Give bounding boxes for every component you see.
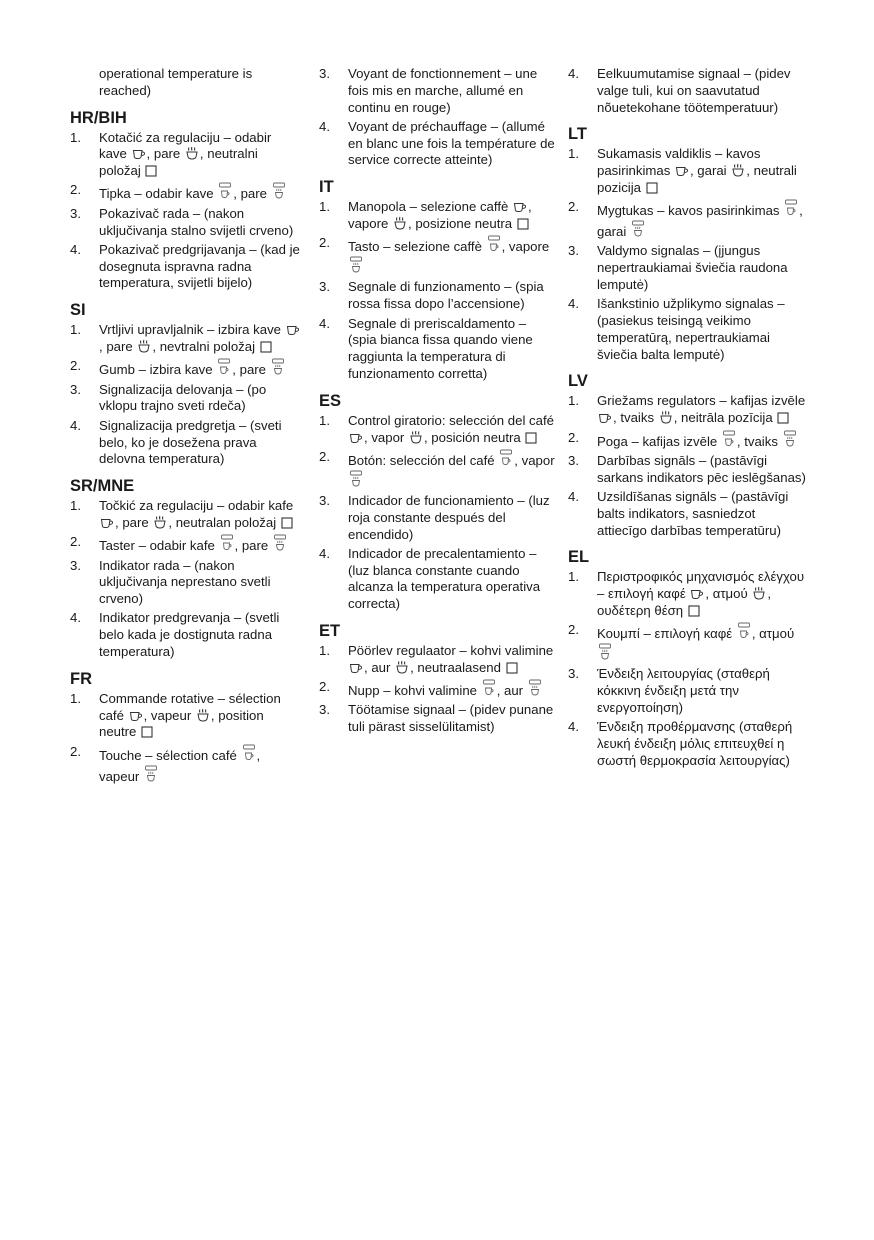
list-item	[319, 199, 557, 233]
steam-button-icon	[598, 643, 612, 661]
item-number: 1.	[319, 412, 330, 428]
item-text: Darbības signāls – (pastāvīgi sarkans indikators pēc ieslēgšanas)	[597, 452, 806, 485]
section-et	[319, 621, 557, 736]
coffee-button-icon	[220, 534, 234, 552]
section-it	[319, 177, 557, 382]
item-text: Sukamasis valdiklis – kavos pasirinkimas	[597, 146, 761, 179]
item-text: Botón: selección del café	[348, 452, 499, 468]
instruction-list	[319, 413, 557, 613]
instruction-list	[319, 66, 557, 169]
list-item	[319, 546, 557, 613]
item-text: , nevtralni položaj	[152, 339, 259, 355]
item-text: , position neutre	[99, 707, 264, 740]
item-text: Voyant de préchauffage – (allumé en blanc une fois la température de service correcte atteinte)	[348, 118, 555, 168]
item-number: 3.	[70, 557, 81, 573]
item-text: , ουδέτερη θέση	[597, 586, 772, 618]
instruction-list	[568, 393, 806, 539]
list-item	[70, 242, 302, 292]
item-number: 1.	[70, 690, 81, 706]
item-number: 1.	[568, 146, 579, 162]
steam-button-icon	[349, 470, 363, 488]
item-number: 1.	[319, 199, 330, 215]
item-text: , pare	[233, 186, 271, 202]
item-number: 2.	[70, 743, 81, 759]
item-number: 2.	[568, 429, 579, 445]
item-text: Vrtljivi upravljalnik – izbira kave	[99, 322, 285, 338]
instruction-list	[568, 66, 806, 116]
item-number: 4.	[70, 610, 81, 626]
list-item	[568, 146, 806, 196]
item-text: Mygtukas – kavos pasirinkimas	[597, 203, 784, 219]
section-es	[319, 391, 557, 613]
item-text: Tasto – selezione caffè	[348, 239, 486, 255]
item-text: , ατμού	[751, 626, 795, 642]
list-item	[70, 182, 302, 203]
list-item	[568, 393, 806, 427]
list-item	[70, 130, 302, 180]
instruction-list	[70, 691, 302, 785]
section-fr	[70, 669, 302, 785]
item-number: 4.	[568, 296, 579, 312]
section-title: EL	[568, 548, 590, 567]
item-number: 4.	[568, 66, 579, 81]
list-item	[319, 679, 557, 700]
item-text: , neutraalasend	[410, 659, 505, 675]
steam-icon	[731, 163, 745, 177]
column-3	[568, 66, 806, 772]
item-text: Indikator predgrevanja – (svetli belo kada je dostignuta radna temperatura)	[99, 610, 280, 660]
cup-icon	[598, 412, 612, 424]
item-number: 2.	[568, 622, 579, 638]
steam-button-icon	[631, 220, 645, 238]
item-text: Indikator rada – (nakon uključivanja neprestano svetli crveno)	[99, 557, 271, 607]
item-number: 2.	[70, 358, 81, 374]
item-text: Išankstinio užplikymo signalas – (pasiekus teisingą veikimo temperatūrą, nepertraukiamai šviečia balta lemputė)	[597, 296, 785, 362]
item-text: , vapor	[364, 429, 408, 445]
list-item	[568, 719, 806, 769]
steam-icon	[137, 339, 151, 353]
coffee-button-icon	[218, 182, 232, 200]
neutral-square-icon	[506, 662, 518, 674]
item-text: Pokazivač predgrijavanja – (kad je dosegnuta ispravna radna temperatura, svijetli bijelo)	[99, 241, 300, 291]
item-text: , posizione neutra	[408, 216, 516, 232]
list-item	[319, 279, 557, 313]
item-number: 1.	[568, 393, 579, 409]
instruction-list	[70, 66, 302, 100]
item-text: , vapor	[514, 452, 555, 468]
section-hr-bih	[70, 108, 302, 293]
item-text: Segnale di preriscaldamento – (spia bianca fissa quando viene raggiunta la temperatura di funzionamento corretta)	[348, 315, 533, 381]
steam-icon	[752, 586, 766, 600]
instruction-list	[319, 199, 557, 382]
coffee-button-icon	[487, 235, 501, 253]
item-text: Signalizacija delovanja – (po vklopu trajno sveti rdeča)	[99, 381, 267, 414]
list-item	[70, 418, 302, 468]
list-item	[568, 569, 806, 619]
item-text: operational temperature is reached)	[99, 66, 253, 98]
instruction-list	[70, 498, 302, 661]
item-text: Indicador de precalentamiento – (luz blanca constante cuando alcanza la temperatura operativa correcta)	[348, 545, 541, 612]
list-item	[319, 235, 557, 277]
item-number: 2.	[319, 235, 330, 251]
instruction-list	[319, 643, 557, 736]
instruction-list	[70, 130, 302, 293]
coffee-button-icon	[217, 358, 231, 376]
item-text: Kotačić za regulaciju – odabir kave	[99, 129, 272, 162]
list-item	[70, 358, 302, 379]
section-title: IT	[319, 178, 334, 197]
item-number: 2.	[319, 679, 330, 695]
steam-button-icon	[144, 765, 158, 783]
item-text: , pare	[115, 514, 153, 530]
item-text: , vapeur	[143, 707, 195, 723]
section-title: SR/MNE	[70, 477, 135, 496]
cup-icon	[129, 710, 143, 722]
list-item	[70, 322, 302, 356]
list-item	[568, 622, 806, 664]
steam-icon	[196, 708, 210, 722]
list-item	[568, 666, 806, 716]
item-text: , vapore	[501, 239, 550, 255]
cup-icon	[513, 201, 527, 213]
item-text: Töötamise signaal – (pidev punane tuli pärast sisselülitamist)	[348, 702, 554, 735]
list-item	[70, 610, 302, 660]
section-title: HR/BIH	[70, 108, 127, 127]
item-text: Pokazivač rada – (nakon uključivanja stalno svijetli crveno)	[99, 205, 294, 238]
item-number: 4.	[70, 417, 81, 433]
item-number: 3.	[319, 702, 330, 718]
item-text: Κουμπί – επιλογή καφέ	[597, 626, 736, 642]
item-number: 4.	[70, 241, 81, 257]
item-number: 3.	[70, 381, 81, 397]
list-item	[568, 243, 806, 293]
cup-icon	[132, 148, 146, 160]
item-text: Ένδειξη λειτουργίας (σταθερή κόκκινη ένδειξη μετά την ενεργοποίηση)	[597, 666, 770, 715]
item-text: Control giratorio: selección del café	[348, 412, 554, 428]
coffee-button-icon	[737, 622, 751, 640]
item-number: 4.	[319, 315, 330, 331]
item-number: 2.	[70, 534, 81, 550]
steam-button-icon	[528, 679, 542, 697]
item-number: 3.	[70, 205, 81, 221]
coffee-button-icon	[499, 449, 513, 467]
cup-icon	[100, 517, 114, 529]
list-item	[319, 643, 557, 677]
list-item	[70, 558, 302, 608]
item-text: Valdymo signalas – (įjungus nepertraukiamai šviečia raudona lemputė)	[597, 243, 788, 292]
section-el	[568, 547, 806, 769]
item-text: , garai	[597, 203, 803, 240]
item-text: Gumb – izbira kave	[99, 362, 217, 378]
item-text: Pöörlev regulaator – kohvi valimine	[348, 643, 554, 659]
item-number: 3.	[319, 279, 330, 295]
instruction-list	[70, 322, 302, 468]
neutral-square-icon	[260, 341, 272, 353]
list-item	[319, 449, 557, 491]
steam-button-icon	[783, 430, 797, 448]
list-item	[70, 534, 302, 555]
item-text: Indicador de funcionamiento – (luz roja constante después del encendido)	[348, 492, 550, 542]
item-number: 3.	[319, 66, 330, 81]
section-intro	[568, 66, 806, 116]
list-item	[319, 702, 557, 736]
list-item	[70, 382, 302, 416]
section-sr-mne	[70, 476, 302, 661]
item-text: , posición neutra	[423, 429, 525, 445]
list-item	[319, 493, 557, 543]
section-intro	[70, 66, 302, 100]
list-item	[568, 66, 806, 116]
list-item	[568, 430, 806, 451]
steam-icon	[395, 660, 409, 674]
item-text: Taster – odabir kafe	[99, 538, 219, 554]
neutral-square-icon	[688, 605, 700, 617]
item-text: Touche – sélection café	[99, 747, 241, 763]
item-text: Voyant de fonctionnement – une fois mis en marche, allumé en continu en rouge)	[348, 66, 538, 115]
neutral-square-icon	[145, 165, 157, 177]
list-item	[319, 413, 557, 447]
item-text: , aur	[496, 683, 527, 699]
cup-icon	[286, 324, 300, 336]
item-number: 4.	[568, 488, 579, 504]
list-item	[568, 199, 806, 241]
item-text: Ένδειξη προθέρμανσης (σταθερή λευκή ένδειξη μόλις επιτευχθεί η σωστή θερμοκρασία λειτουργίας)	[597, 719, 793, 768]
item-number: 3.	[319, 492, 330, 508]
list-item	[319, 119, 557, 169]
steam-button-icon	[349, 256, 363, 274]
item-number: 1.	[319, 643, 330, 659]
item-text: Eelkuumutamise signaal – (pidev valge tuli, kui on saavutatud nõuetekohane töötemperatuur)	[597, 66, 791, 115]
item-number: 1.	[70, 498, 81, 514]
list-item	[70, 206, 302, 240]
coffee-button-icon	[784, 199, 798, 217]
item-text: , pare	[99, 339, 137, 355]
coffee-button-icon	[722, 430, 736, 448]
item-text: Commande rotative – sélection café	[99, 690, 281, 723]
item-text: , pare	[146, 146, 184, 162]
cup-icon	[349, 662, 363, 674]
list-item	[568, 453, 806, 487]
item-text: Griežams regulators – kafijas izvēle	[597, 393, 806, 409]
item-number: 1.	[568, 569, 579, 585]
neutral-square-icon	[141, 726, 153, 738]
steam-icon	[409, 430, 423, 444]
neutral-square-icon	[517, 218, 529, 230]
list-item	[70, 498, 302, 532]
section-lt	[568, 124, 806, 363]
list-item	[568, 489, 806, 539]
section-title: FR	[70, 669, 92, 688]
item-number: 4.	[568, 719, 579, 735]
item-text: , vapeur	[99, 747, 261, 784]
section-intro	[319, 66, 557, 169]
item-text: Segnale di funzionamento – (spia rossa fissa dopo l’accensione)	[348, 279, 544, 312]
item-number: 1.	[70, 129, 81, 145]
item-text: , tvaiks	[736, 433, 782, 449]
instruction-list	[568, 146, 806, 363]
item-text: , vapore	[348, 199, 532, 232]
neutral-square-icon	[281, 517, 293, 529]
section-title: LV	[568, 372, 588, 391]
item-text: Περιστροφικός μηχανισμός ελέγχου – επιλογή καφέ	[597, 569, 805, 602]
item-number: 3.	[568, 243, 579, 259]
neutral-square-icon	[646, 182, 658, 194]
steam-button-icon	[271, 358, 285, 376]
cup-icon	[349, 432, 363, 444]
coffee-button-icon	[242, 744, 256, 762]
item-text: Uzsildīšanas signāls – (pastāvīgi balts indikators, sasniedzot attiecīgo darbības temperatūru)	[597, 488, 789, 538]
item-text: Točkić za regulaciju – odabir kafe	[99, 498, 294, 514]
section-si	[70, 300, 302, 468]
item-text: , neutralan položaj	[168, 514, 280, 530]
section-title: ES	[319, 391, 342, 410]
list-item	[319, 316, 557, 383]
coffee-button-icon	[482, 679, 496, 697]
item-number: 2.	[319, 448, 330, 464]
item-text: Signalizacija predgretja – (sveti belo, ko je dosežena prava delovna temperatura)	[99, 417, 282, 467]
section-title: SI	[70, 301, 86, 320]
list-item	[70, 744, 302, 786]
item-text: , neutrali pozicija	[597, 163, 797, 195]
item-number: 2.	[70, 182, 81, 198]
item-text: , neutralni položaj	[99, 146, 258, 179]
list-item	[319, 66, 557, 116]
section-lv	[568, 371, 806, 539]
steam-button-icon	[272, 182, 286, 200]
steam-icon	[659, 410, 673, 424]
item-text: Manopola – selezione caffè	[348, 199, 512, 215]
steam-icon	[393, 216, 407, 230]
item-text: , pare	[232, 362, 270, 378]
steam-button-icon	[273, 534, 287, 552]
column-1	[70, 66, 302, 788]
item-number: 1.	[70, 322, 81, 338]
item-text: , tvaiks	[613, 410, 658, 426]
neutral-square-icon	[525, 432, 537, 444]
item-number: 4.	[319, 545, 330, 561]
cup-icon	[675, 165, 689, 177]
item-number: 4.	[319, 118, 330, 134]
steam-icon	[185, 146, 199, 160]
item-text: , neitrāla pozīcija	[673, 410, 777, 426]
list-item	[70, 66, 302, 100]
section-title: ET	[319, 622, 341, 641]
list-item	[70, 691, 302, 741]
column-2	[319, 66, 557, 739]
neutral-square-icon	[777, 412, 789, 424]
steam-icon	[153, 515, 167, 529]
item-text: , garai	[689, 163, 731, 179]
cup-icon	[690, 588, 704, 600]
item-text: Poga – kafijas izvēle	[597, 433, 721, 449]
item-text: , ατμού	[705, 586, 752, 602]
instruction-list	[568, 569, 806, 769]
item-text: Nupp – kohvi valimine	[348, 683, 481, 699]
item-number: 2.	[568, 199, 579, 215]
item-text: , pare	[234, 538, 272, 554]
section-title: LT	[568, 125, 587, 144]
item-text: Tipka – odabir kave	[99, 186, 218, 202]
item-number: 3.	[568, 666, 579, 682]
item-number: 3.	[568, 452, 579, 468]
item-text: , aur	[364, 659, 395, 675]
list-item	[568, 296, 806, 363]
